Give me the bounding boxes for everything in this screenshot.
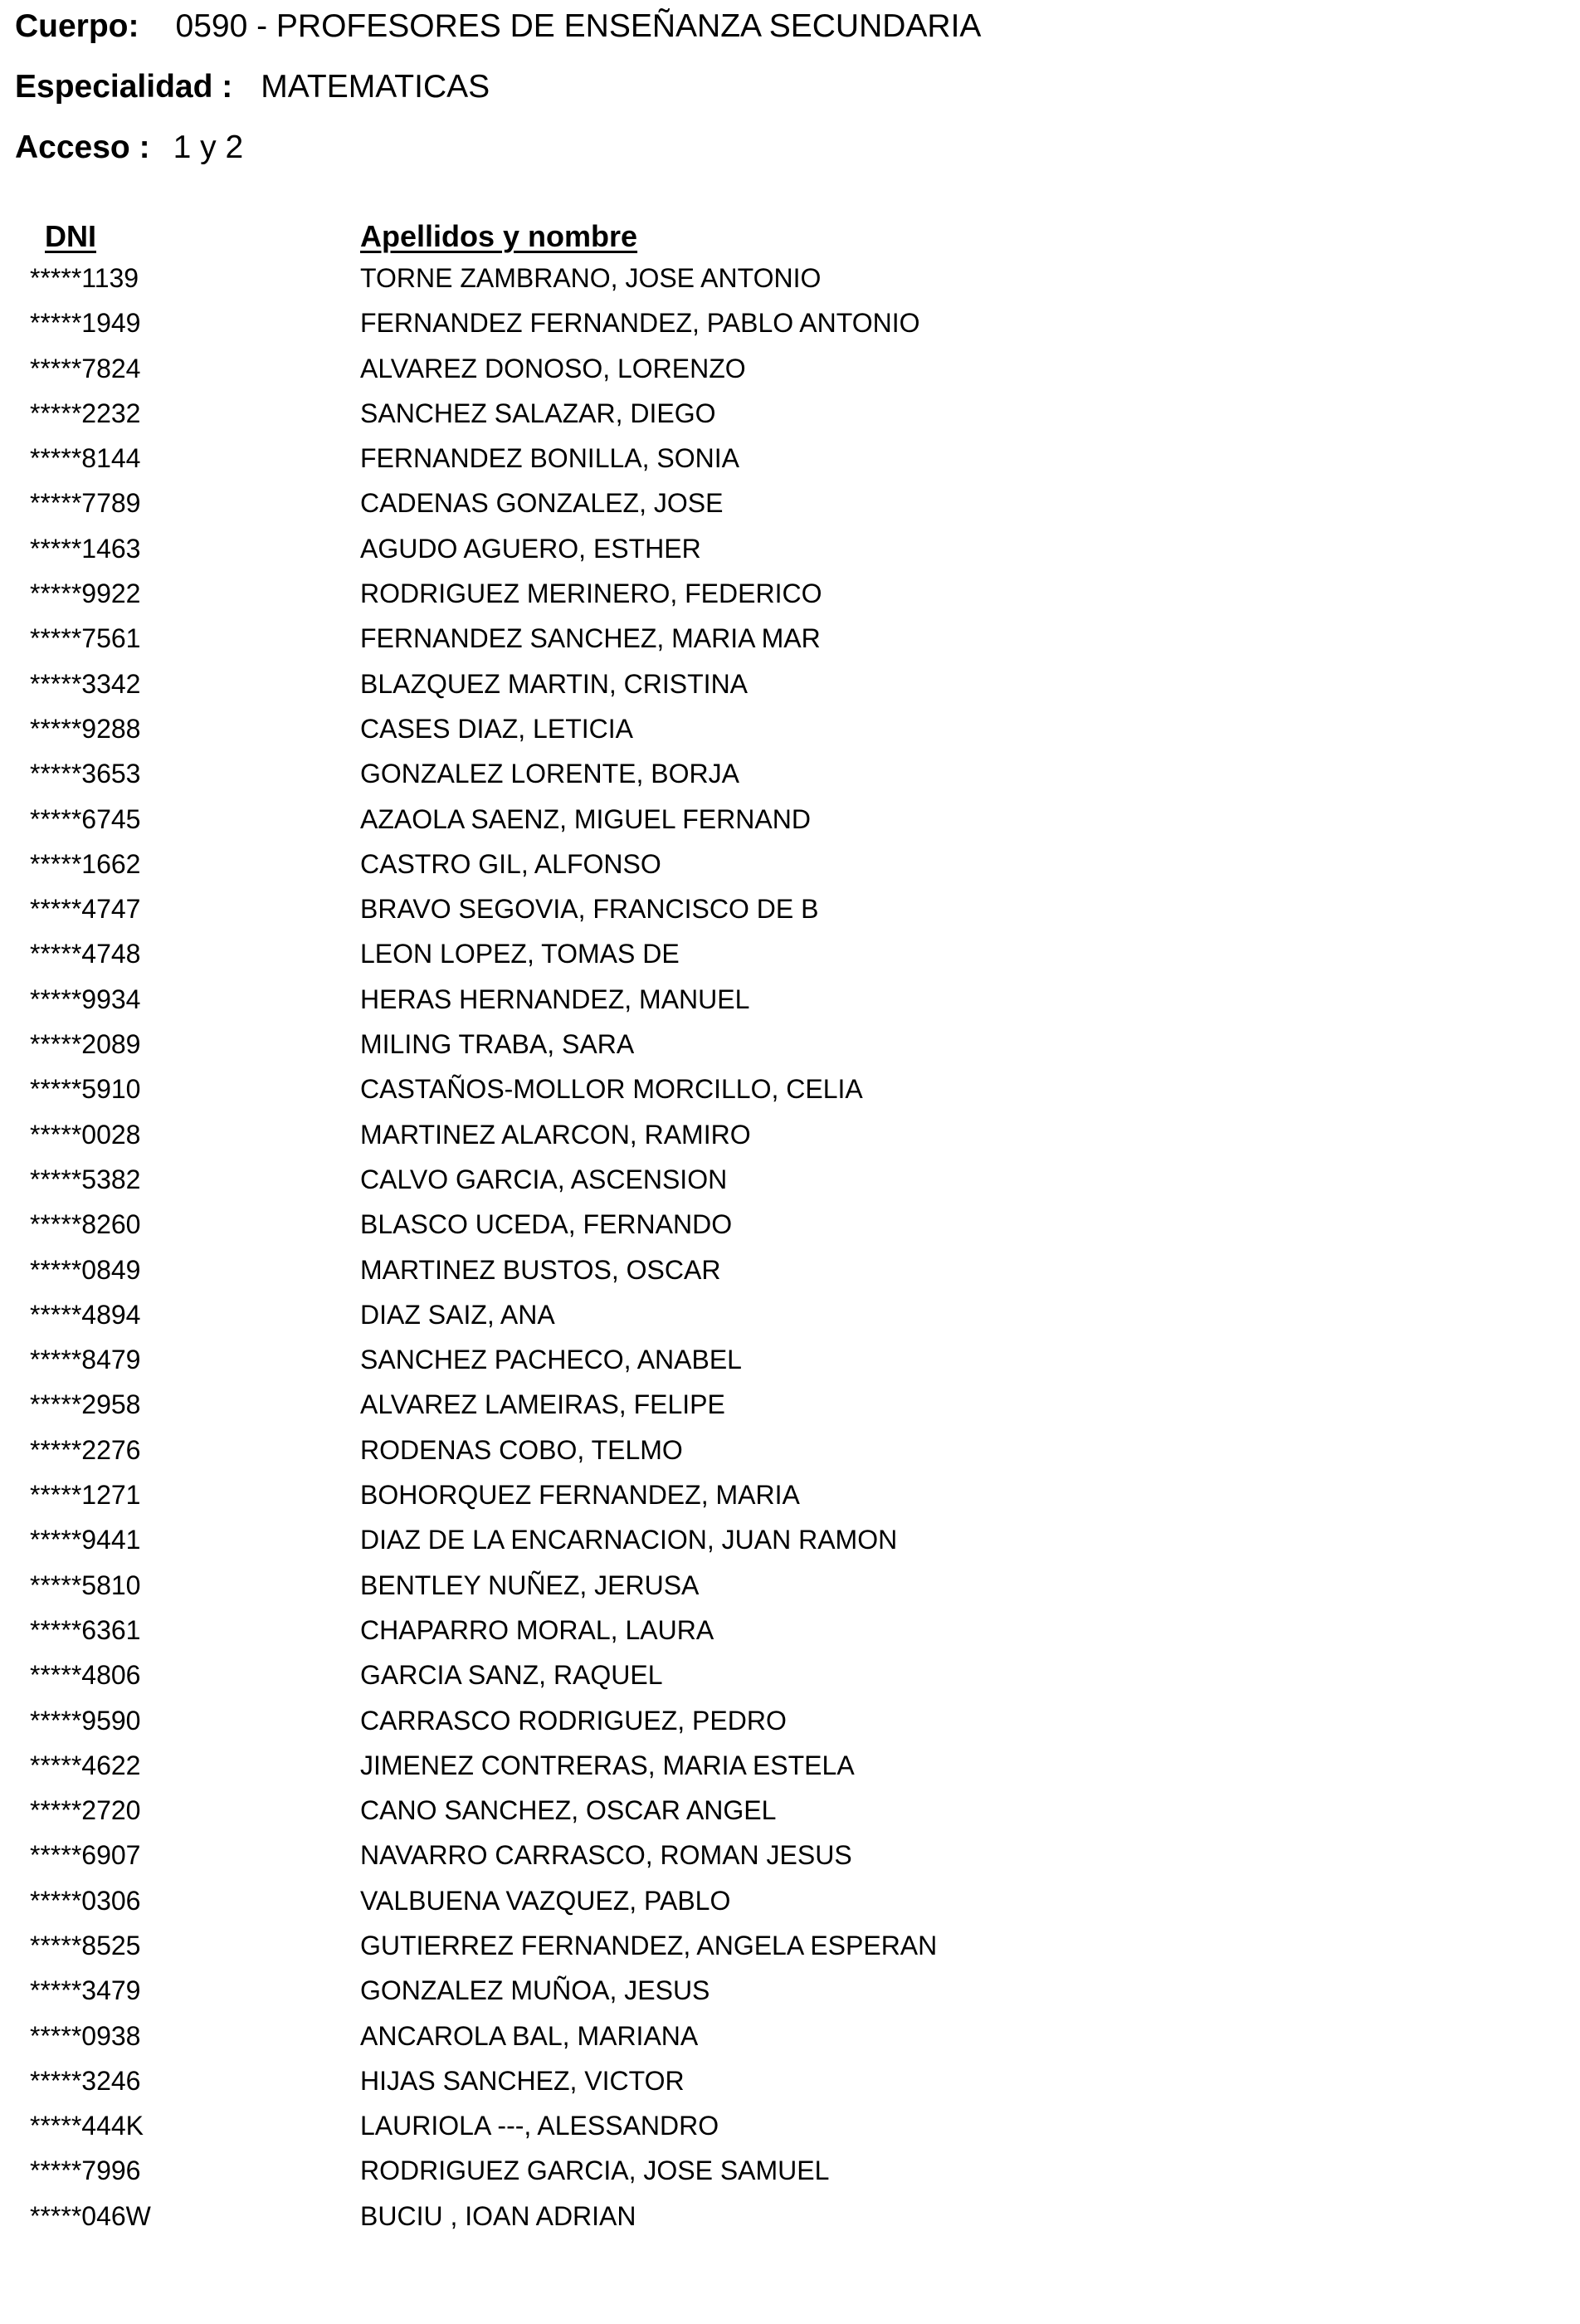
dni-cell: *****9288 [30, 713, 141, 744]
table-row [0, 2199, 1580, 2243]
dni-cell: *****1463 [30, 533, 141, 564]
table-row [0, 1477, 1580, 1522]
dni-cell: *****3479 [30, 1975, 141, 2006]
dni-cell: *****6907 [30, 1840, 141, 1871]
name-cell: MILING TRABA, SARA [360, 1029, 635, 1060]
table-row [0, 711, 1580, 756]
table-row [0, 2063, 1580, 2108]
dni-cell: *****2720 [30, 1795, 141, 1826]
dni-cell: *****4747 [30, 894, 141, 925]
dni-cell: *****0028 [30, 1119, 141, 1150]
name-cell: ALVAREZ LAMEIRAS, FELIPE [360, 1389, 725, 1420]
dni-cell: *****4894 [30, 1299, 141, 1330]
table-row [0, 1883, 1580, 1928]
name-cell: SANCHEZ SALAZAR, DIEGO [360, 398, 716, 428]
table-row [0, 756, 1580, 801]
dni-cell: *****1949 [30, 308, 141, 339]
name-cell: GUTIERREZ FERNANDEZ, ANGELA ESPERAN [360, 1930, 938, 1960]
cuerpo-line [15, 7, 981, 46]
acceso-value: 1 y 2 [173, 129, 244, 165]
candidate-list [0, 261, 1580, 2243]
name-cell: BLASCO UCEDA, FERNANDO [360, 1209, 733, 1240]
name-cell: FERNANDEZ FERNANDEZ, PABLO ANTONIO [360, 308, 920, 339]
table-row [0, 936, 1580, 981]
especialidad-line [15, 67, 490, 107]
name-cell: GARCIA SANZ, RAQUEL [360, 1660, 663, 1691]
column-header-dni: DNI [45, 219, 96, 253]
dni-cell: *****7561 [30, 623, 141, 654]
name-cell: DIAZ DE LA ENCARNACION, JUAN RAMON [360, 1525, 898, 1555]
table-row [0, 1162, 1580, 1207]
table-row [0, 531, 1580, 576]
name-cell: LEON LOPEZ, TOMAS DE [360, 939, 680, 969]
table-row [0, 1973, 1580, 2018]
table-row [0, 2108, 1580, 2153]
name-cell: BRAVO SEGOVIA, FRANCISCO DE B [360, 894, 819, 925]
table-row [0, 261, 1580, 305]
table-row [0, 1387, 1580, 1432]
name-cell: RODRIGUEZ GARCIA, JOSE SAMUEL [360, 2156, 830, 2186]
dni-cell: *****7996 [30, 2156, 141, 2186]
dni-cell: *****444K [30, 2111, 144, 2141]
table-row [0, 1748, 1580, 1793]
dni-cell: *****0849 [30, 1254, 141, 1285]
dni-cell: *****9441 [30, 1525, 141, 1555]
name-cell: CANO SANCHEZ, OSCAR ANGEL [360, 1795, 777, 1826]
dni-cell: *****3246 [30, 2065, 141, 2096]
cuerpo-label: Cuerpo: [15, 8, 139, 44]
table-row [0, 1297, 1580, 1342]
table-row [0, 486, 1580, 530]
table-row [0, 666, 1580, 711]
table-row [0, 441, 1580, 486]
table-row [0, 1703, 1580, 1748]
table-row [0, 576, 1580, 621]
table-row [0, 1793, 1580, 1838]
name-cell: RODENAS COBO, TELMO [360, 1434, 683, 1465]
table-row [0, 1522, 1580, 1567]
name-cell: NAVARRO CARRASCO, ROMAN JESUS [360, 1840, 852, 1871]
table-row [0, 1252, 1580, 1297]
name-cell: CHAPARRO MORAL, LAURA [360, 1614, 714, 1645]
name-cell: FERNANDEZ BONILLA, SONIA [360, 443, 739, 474]
table-row [0, 891, 1580, 936]
name-cell: VALBUENA VAZQUEZ, PABLO [360, 1885, 731, 1916]
name-cell: GONZALEZ MUÑOA, JESUS [360, 1975, 710, 2006]
dni-cell: *****8479 [30, 1345, 141, 1375]
dni-cell: *****9590 [30, 1705, 141, 1736]
dni-cell: *****1662 [30, 848, 141, 879]
dni-cell: *****8525 [30, 1930, 141, 1960]
name-cell: BLAZQUEZ MARTIN, CRISTINA [360, 668, 749, 699]
acceso-label: Acceso : [15, 129, 150, 165]
name-cell: SANCHEZ PACHECO, ANABEL [360, 1345, 742, 1375]
name-cell: GONZALEZ LORENTE, BORJA [360, 759, 739, 789]
table-row [0, 1568, 1580, 1613]
name-cell: CALVO GARCIA, ASCENSION [360, 1164, 728, 1194]
name-cell: BOHORQUEZ FERNANDEZ, MARIA [360, 1480, 800, 1511]
name-cell: MARTINEZ BUSTOS, OSCAR [360, 1254, 721, 1285]
table-row [0, 982, 1580, 1027]
dni-cell: *****4748 [30, 939, 141, 969]
table-row [0, 1613, 1580, 1658]
dni-cell: *****0938 [30, 2020, 141, 2051]
table-row [0, 305, 1580, 350]
column-header-name: Apellidos y nombre [360, 219, 638, 253]
dni-cell: *****4806 [30, 1660, 141, 1691]
name-cell: JIMENEZ CONTRERAS, MARIA ESTELA [360, 1750, 855, 1780]
table-row [0, 621, 1580, 666]
table-row [0, 1433, 1580, 1477]
dni-cell: *****6361 [30, 1614, 141, 1645]
dni-cell: *****8144 [30, 443, 141, 474]
dni-cell: *****2276 [30, 1434, 141, 1465]
name-cell: MARTINEZ ALARCON, RAMIRO [360, 1119, 751, 1150]
especialidad-value: MATEMATICAS [261, 69, 490, 105]
name-cell: BUCIU , IOAN ADRIAN [360, 2200, 636, 2231]
name-cell: CADENAS GONZALEZ, JOSE [360, 488, 724, 519]
name-cell: AZAOLA SAENZ, MIGUEL FERNAND [360, 803, 811, 834]
table-row [0, 2153, 1580, 2198]
dni-cell: *****9934 [30, 984, 141, 1014]
table-row [0, 2019, 1580, 2063]
cuerpo-value: 0590 - PROFESORES DE ENSEÑANZA SECUNDARIA [175, 8, 982, 44]
name-cell: CASTRO GIL, ALFONSO [360, 848, 661, 879]
name-cell: CARRASCO RODRIGUEZ, PEDRO [360, 1705, 787, 1736]
name-cell: HERAS HERNANDEZ, MANUEL [360, 984, 750, 1014]
name-cell: ALVAREZ DONOSO, LORENZO [360, 353, 746, 383]
name-cell: LAURIOLA ---, ALESSANDRO [360, 2111, 719, 2141]
dni-cell: *****2089 [30, 1029, 141, 1060]
name-cell: FERNANDEZ SANCHEZ, MARIA MAR [360, 623, 821, 654]
dni-cell: *****3653 [30, 759, 141, 789]
acceso-line [15, 128, 243, 168]
dni-cell: *****1271 [30, 1480, 141, 1511]
table-row [0, 1207, 1580, 1252]
name-cell: ANCAROLA BAL, MARIANA [360, 2020, 699, 2051]
dni-cell: *****4622 [30, 1750, 141, 1780]
table-row [0, 1072, 1580, 1116]
table-row [0, 847, 1580, 891]
table-row [0, 1838, 1580, 1882]
table-row [0, 1658, 1580, 1702]
table-row [0, 351, 1580, 396]
dni-cell: *****8260 [30, 1209, 141, 1240]
dni-cell: *****2958 [30, 1389, 141, 1420]
table-row [0, 396, 1580, 441]
dni-cell: *****0306 [30, 1885, 141, 1916]
dni-cell: *****9922 [30, 579, 141, 609]
dni-cell: *****5382 [30, 1164, 141, 1194]
dni-cell: *****046W [30, 2200, 151, 2231]
name-cell: TORNE ZAMBRANO, JOSE ANTONIO [360, 263, 822, 293]
dni-cell: *****3342 [30, 668, 141, 699]
name-cell: CASES DIAZ, LETICIA [360, 713, 633, 744]
dni-cell: *****5910 [30, 1074, 141, 1105]
dni-cell: *****1139 [30, 263, 139, 293]
dni-cell: *****7789 [30, 488, 141, 519]
dni-cell: *****2232 [30, 398, 141, 428]
especialidad-label: Especialidad : [15, 69, 233, 105]
table-row [0, 1342, 1580, 1387]
table-row [0, 1027, 1580, 1072]
table-row [0, 1928, 1580, 1973]
name-cell: RODRIGUEZ MERINERO, FEDERICO [360, 579, 822, 609]
dni-cell: *****6745 [30, 803, 141, 834]
table-row [0, 1117, 1580, 1162]
table-row [0, 802, 1580, 847]
dni-cell: *****5810 [30, 1570, 141, 1600]
name-cell: AGUDO AGUERO, ESTHER [360, 533, 701, 564]
name-cell: BENTLEY NUÑEZ, JERUSA [360, 1570, 700, 1600]
name-cell: DIAZ SAIZ, ANA [360, 1299, 555, 1330]
name-cell: HIJAS SANCHEZ, VICTOR [360, 2065, 685, 2096]
name-cell: CASTAÑOS-MOLLOR MORCILLO, CELIA [360, 1074, 863, 1105]
dni-cell: *****7824 [30, 353, 141, 383]
